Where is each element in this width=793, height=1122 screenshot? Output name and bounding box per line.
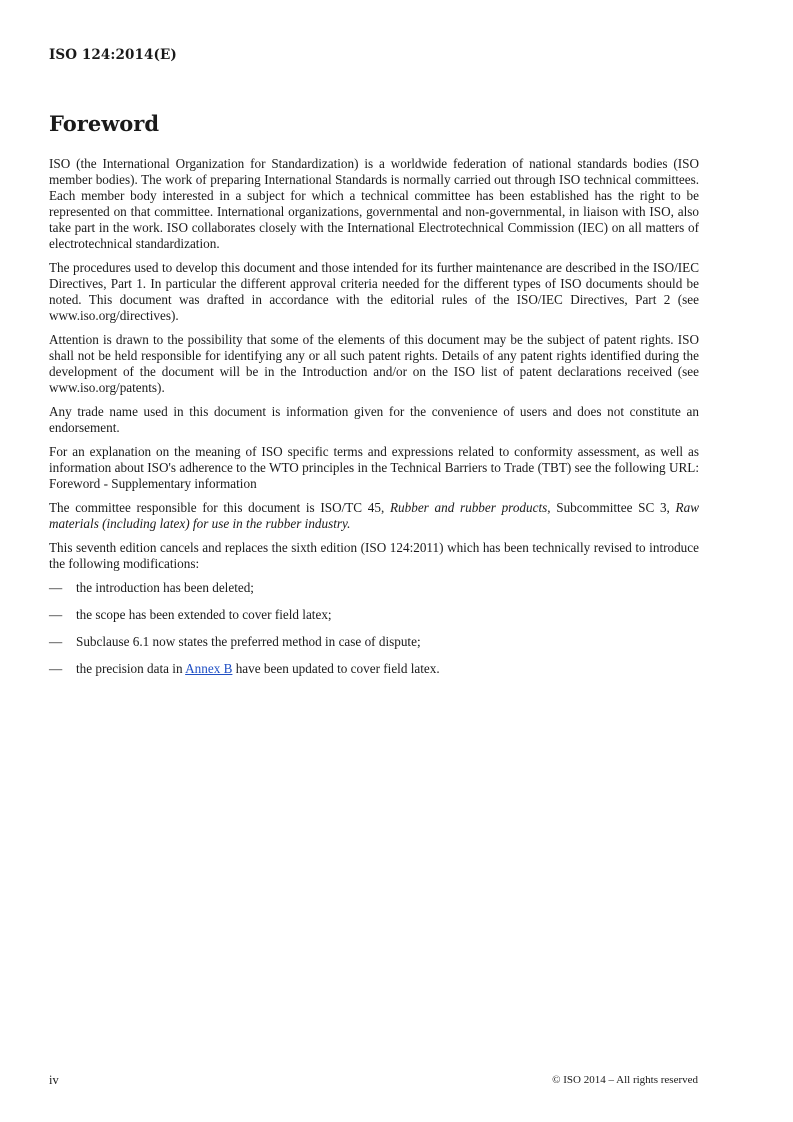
committee-text-middle: , Subcommittee SC 3,: [547, 500, 676, 515]
list-dash: —: [49, 580, 63, 595]
copyright-notice: © ISO 2014 – All rights reserved: [552, 1074, 698, 1086]
document-header: ISO 124:2014(E): [49, 47, 177, 63]
foreword-body: [49, 156, 699, 688]
list-item: [49, 634, 699, 650]
list-item-text-before: the precision data in: [76, 661, 186, 676]
list-item-text: the introduction has been deleted;: [76, 580, 254, 595]
list-item: [49, 661, 699, 677]
paragraph-committee: [49, 500, 699, 532]
annex-b-link[interactable]: Annex B: [185, 661, 233, 676]
list-dash: —: [49, 607, 63, 622]
paragraph-iso-overview: ISO (the International Organization for Standardization) is a worldwide federation of national standards bodies (ISO member bodies). The work of preparing International Standards is normally carried out through ISO technical committees. Each member body interested in a subject for which a technical committee has been established has the right to be represented on that committee. International organizations, governmental and non-governmental, in liaison with ISO, also take part in the work. ISO collaborates closely with the International Electrotechnical Commission (IEC) on all matters of electrotechnical standardization.: [49, 156, 699, 251]
page-title: Foreword: [49, 111, 160, 136]
paragraph-trade-name: Any trade name used in this document is information given for the convenience of users and does not constitute an endorsement.: [49, 404, 699, 435]
list-item-text: the scope has been extended to cover field latex;: [76, 607, 332, 622]
paragraph-patent-rights: Attention is drawn to the possibility that some of the elements of this document may be the subject of patent rights. ISO shall not be held responsible for identifying any or all such patent rights. Details of any patent rights identified during the development of the document will be in the Introduction and/or on the ISO list of patent declarations received (see www.iso.org/patents).: [49, 332, 699, 395]
committee-title: Rubber and rubber products: [389, 500, 548, 515]
list-item-text-after: have been updated to cover field latex.: [232, 661, 440, 676]
paragraph-procedures: The procedures used to develop this document and those intended for its further maintenance are described in the ISO/IEC Directives, Part 1. In particular the different approval criteria needed for the different types of ISO documents should be noted. This document was drafted in accordance with the editorial rules of the ISO/IEC Directives, Part 2 (see www.iso.org/directives).: [49, 260, 699, 323]
list-item: [49, 607, 699, 623]
list-dash: —: [49, 661, 63, 676]
page-number: iv: [49, 1073, 59, 1087]
list-item-text: Subclause 6.1 now states the preferred method in case of dispute;: [76, 634, 421, 649]
modifications-list: [49, 580, 699, 677]
list-dash: —: [49, 634, 63, 649]
paragraph-conformity: For an explanation on the meaning of ISO specific terms and expressions related to conformity assessment, as well as information about ISO's adherence to the WTO principles in the Technical Barriers to Trade (TBT) see the following URL: Foreword - Supplementary information: [49, 444, 699, 491]
list-item: [49, 580, 699, 596]
paragraph-edition: This seventh edition cancels and replaces the sixth edition (ISO 124:2011) which has been technically revised to introduce the following modifications:: [49, 540, 699, 571]
committee-text-before: The committee responsible for this document is ISO/TC 45,: [49, 500, 390, 515]
subcommittee-title: Raw materials (including latex) for use in the rubber industry.: [49, 500, 699, 531]
